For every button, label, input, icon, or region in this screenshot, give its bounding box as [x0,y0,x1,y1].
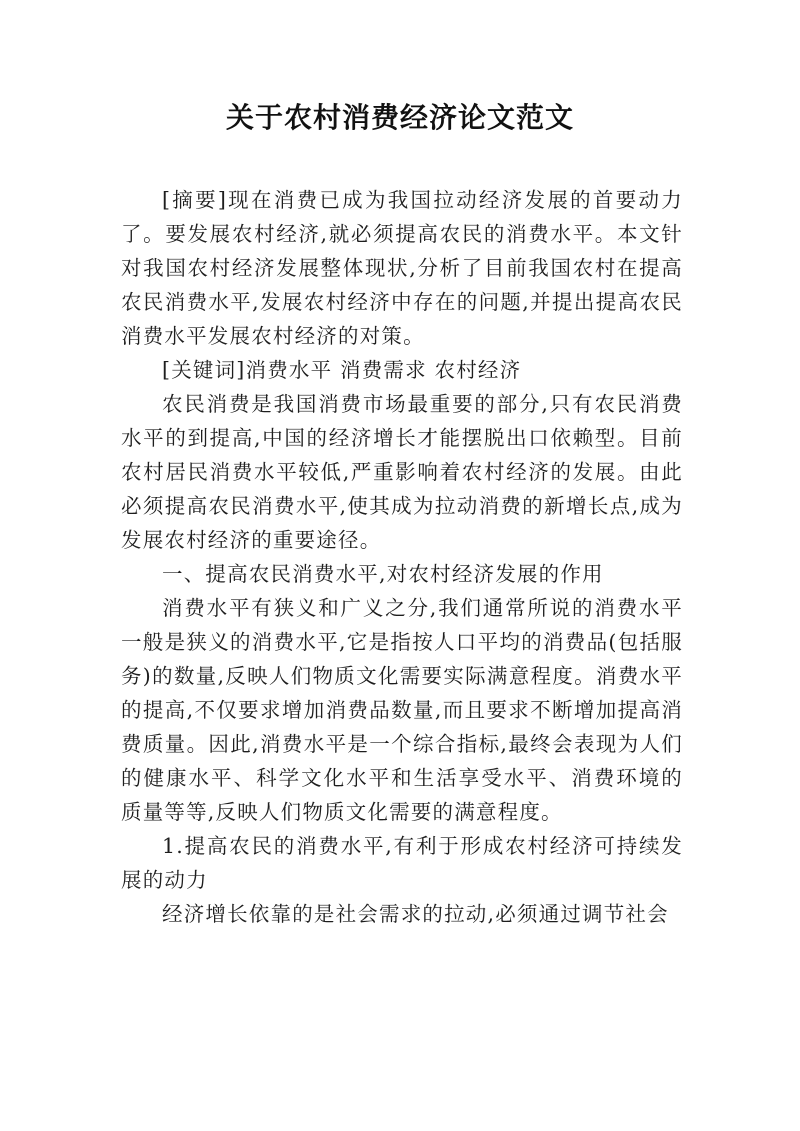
body-paragraph: 消费水平有狭义和广义之分,我们通常所说的消费水平一般是狭义的消费水平,它是指按人口平均的消费品(包括服务)的数量,反映人们物质文化需要实际满意程度。消费水平的提高,不仅要求增加消费品数量,而且要求不断增加提高消费质量。因此,消费水平是一个综合指标,最终会表现为人们的健康水平、科学文化水平和生活享受水平、消费环境的质量等等,反映人们物质文化需要的满意程度。 [121,596,683,824]
body-paragraph-truncated: 经济增长依靠的是社会需求的拉动,必须通过调节社会 [162,902,669,926]
intro-paragraph: 农民消费是我国消费市场最重要的部分,只有农民消费水平的到提高,中国的经济增长才能摆脱出口依赖型。目前农村居民消费水平较低,严重影响着农村经济的发展。由此必须提高农民消费水平,使其成为拉动消费的新增长点,成为发展农村经济的重要途径。 [121,392,683,552]
subsection-heading-1: 1.提高农民的消费水平,有利于形成农村经济可持续发展的动力 [121,834,683,892]
keywords-paragraph: [关键词]消费水平 消费需求 农村经济 [162,358,522,382]
section-heading-1: 一、提高农民消费水平,对农村经济发展的作用 [162,562,604,586]
document-body [121,183,683,931]
abstract-paragraph: [摘要]现在消费已成为我国拉动经济发展的首要动力了。要发展农村经济,就必须提高农民的消费水平。本文针对我国农村经济发展整体现状,分析了目前我国农村在提高农民消费水平,发展农村经济中存在的问题,并提出提高农民消费水平发展农村经济的对策。 [121,188,683,348]
document-title: 关于农村消费经济论文范文 [225,101,574,134]
